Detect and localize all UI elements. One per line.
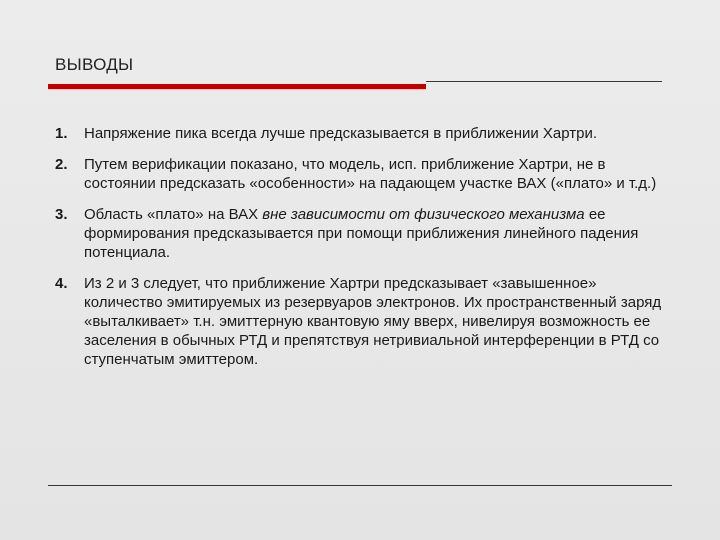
list-item xyxy=(55,124,670,143)
item-text: Напряжение пика всегда лучше предсказывается в приближении Хартри. xyxy=(84,125,598,142)
item-number: 1. xyxy=(55,125,68,142)
item-text-italic: вне зависимости от физического механизма xyxy=(262,206,585,223)
title-underline-thick xyxy=(48,84,426,89)
title-underline-thin xyxy=(426,81,662,82)
conclusions-list xyxy=(55,124,670,381)
item-text-after: ее формирования предсказывается при помощи приближения линейного падения потенциала. xyxy=(84,206,639,261)
item-number: 2. xyxy=(55,156,68,173)
slide-title: ВЫВОДЫ xyxy=(55,55,134,74)
item-text: Путем верификации показано, что модель, исп. приближение Хартри, не в состоянии предсказать «особенности» на падающем участке ВАХ («плато» и т.д.) xyxy=(84,156,657,192)
item-text-before: Область «плато» на ВАХ xyxy=(84,206,263,223)
item-text xyxy=(84,205,670,262)
list-item xyxy=(55,205,670,262)
list-item xyxy=(55,274,670,369)
item-number: 3. xyxy=(55,206,68,223)
item-number: 4. xyxy=(55,275,68,292)
list-item xyxy=(55,155,670,193)
item-text: Из 2 и 3 следует, что приближение Хартри предсказывает «завышенное» количество эмитируемых из резервуаров электронов. Их пространственный заряд «выталкивает» т.н. эмиттерную квантовую яму вверх, нивелируя возможность ее заселения в обычных РТД и препятствуя нетривиальной интерференции в РТД со ступенчатым эмиттером. xyxy=(84,275,662,368)
bottom-rule xyxy=(48,485,672,486)
